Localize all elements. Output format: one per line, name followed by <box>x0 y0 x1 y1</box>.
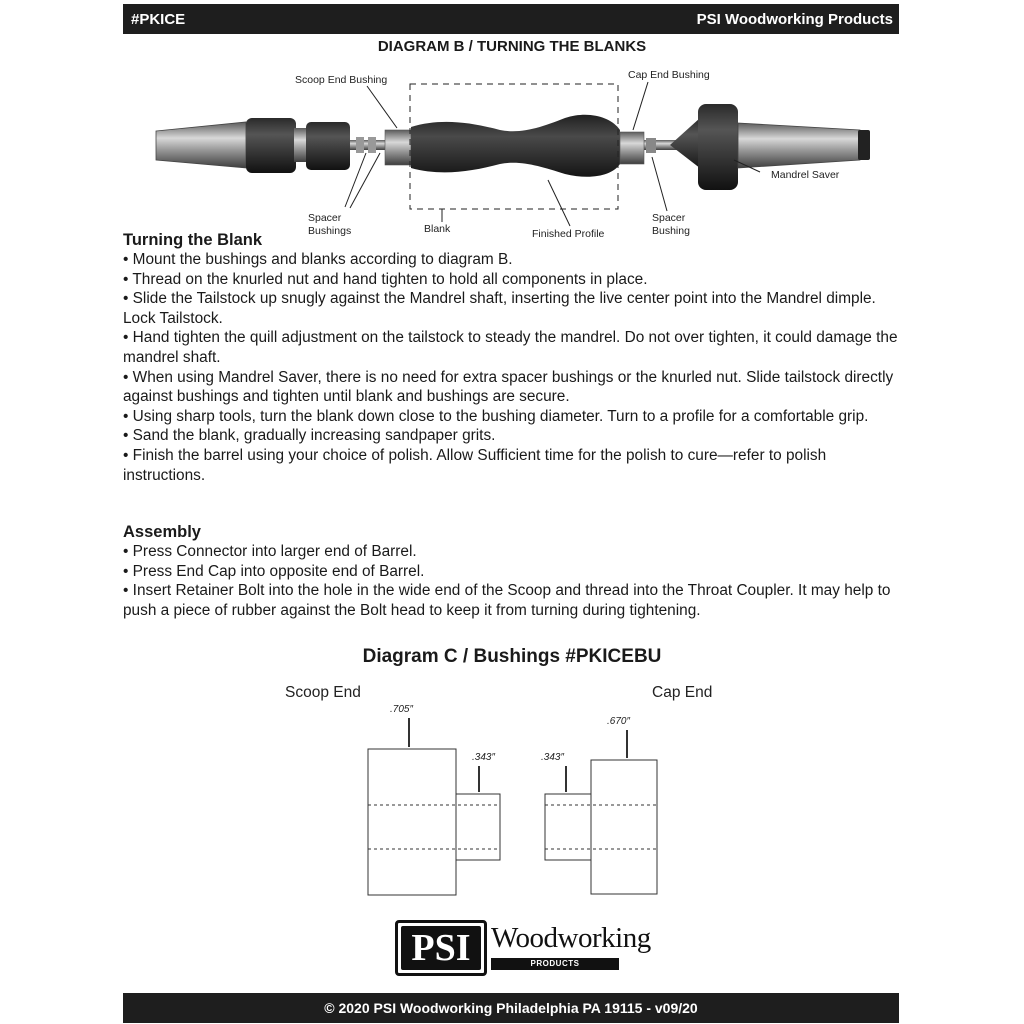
list-item: • Press Connector into larger end of Barrel. <box>123 542 903 562</box>
list-item: • Finish the barrel using your choice of polish. Allow Sufficient time for the polish to cure—refer to polish instructions. <box>123 446 903 485</box>
list-item: • Sand the blank, gradually increasing sandpaper grits. <box>123 426 903 446</box>
scoop-end-small-dim: .343″ <box>472 752 496 763</box>
label-mandrel-saver: Mandrel Saver <box>771 169 840 181</box>
list-item: • When using Mandrel Saver, there is no need for extra spacer bushings or the knurled nut. Slide tailstock directly against bushings and tighten until blank and bushings are secure. <box>123 368 903 407</box>
list-item: • Insert Retainer Bolt into the hole in the wide end of the Scoop and thread into the Throat Coupler. It may help to push a piece of rubber against the Bolt head to keep it from turning during tightening. <box>123 581 903 620</box>
logo-mark-box <box>395 920 487 976</box>
cap-end-small-dim: .343″ <box>541 752 565 763</box>
logo-tagline: PRODUCTS <box>491 958 619 970</box>
label-cap-end-bushing: Cap End Bushing <box>628 69 710 81</box>
label-spacer-bushings-1: Spacer <box>308 212 342 224</box>
diagram-b-title: DIAGRAM B / TURNING THE BLANKS <box>377 38 647 55</box>
label-finished-profile: Finished Profile <box>532 228 605 240</box>
cap-end-large-cylinder <box>591 760 657 894</box>
diagram-c-title: Diagram C / Bushings #PKICEBU <box>362 646 662 667</box>
label-scoop-end-bushing: Scoop End Bushing <box>295 74 388 86</box>
assembly-heading: Assembly <box>123 523 201 541</box>
list-item: • Using sharp tools, turn the blank down close to the bushing diameter. Turn to a profile for a comfortable grip. <box>123 407 903 427</box>
cap-end-label: Cap End <box>652 684 713 701</box>
label-spacer-bushings-2: Bushings <box>308 225 352 237</box>
footer-bar: © 2020 PSI Woodworking Philadelphia PA 19115 - v09/20 <box>123 993 899 1023</box>
list-item: • Thread on the knurled nut and hand tighten to hold all components in place. <box>123 270 903 290</box>
cap-end-small-cylinder <box>545 794 591 860</box>
product-code: #PKICE <box>131 11 186 28</box>
psi-woodworking-logo <box>395 920 651 978</box>
label-spacer-bushing-1: Spacer <box>652 212 686 224</box>
label-spacer-bushing-2: Bushing <box>652 225 690 237</box>
scoop-end-label: Scoop End <box>285 684 361 701</box>
brand-name: PSI Woodworking Products <box>696 11 893 28</box>
turning-heading: Turning the Blank <box>123 231 263 249</box>
label-blank: Blank <box>424 223 451 235</box>
logo-name: Woodworking <box>491 922 651 954</box>
scoop-end-large-cylinder <box>368 749 456 895</box>
scoop-end-large-dim: .705″ <box>390 704 414 715</box>
logo-mark: PSI <box>401 926 481 970</box>
scoop-end-small-cylinder <box>456 794 500 860</box>
list-item: • Slide the Tailstock up snugly against the Mandrel shaft, inserting the live center point into the Mandrel dimple. Lock Tailstock. <box>123 289 903 328</box>
list-item: • Press End Cap into opposite end of Barrel. <box>123 562 903 582</box>
list-item: • Mount the bushings and blanks according to diagram B. <box>123 250 903 270</box>
cap-end-large-dim: .670″ <box>607 716 631 727</box>
list-item: • Hand tighten the quill adjustment on the tailstock to steady the mandrel. Do not over tighten, it could damage the mandrel shaft. <box>123 328 903 367</box>
